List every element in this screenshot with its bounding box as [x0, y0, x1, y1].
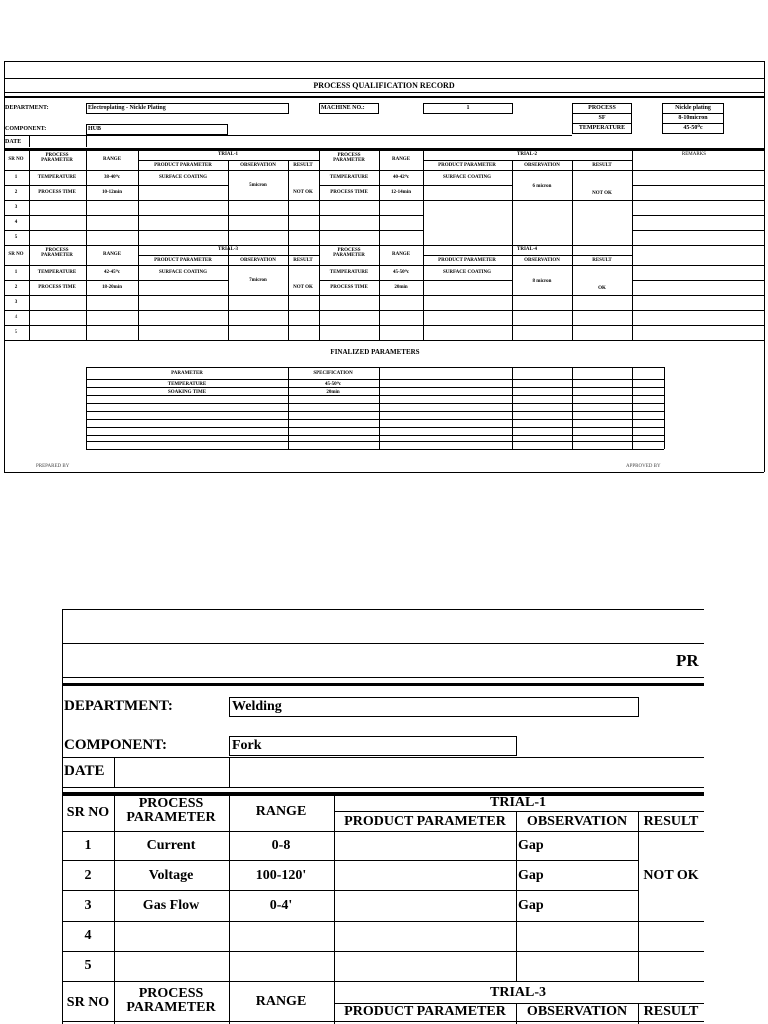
t2-observation: 6 micron	[532, 184, 552, 189]
process-label: PROCESS	[588, 105, 616, 111]
component-field-2[interactable]	[229, 736, 517, 756]
range-header-4: RANGE	[391, 252, 411, 257]
t3-row2-sr: 2	[14, 285, 18, 290]
prepared-by-label: PREPARED BY	[36, 464, 70, 469]
process-value: Nickle plating	[675, 105, 711, 111]
doc-title-partial: PR	[676, 651, 699, 670]
component-label-2: COMPONENT:	[64, 737, 168, 753]
t4-observation: 8 micron	[532, 279, 552, 284]
l-row2-range: 100-120'	[255, 868, 307, 883]
finalized-row2-parameter: SOAKING TIME	[167, 390, 207, 395]
sf-label: SF	[598, 115, 606, 121]
component-field[interactable]	[86, 124, 228, 135]
department-value-2: Welding	[232, 699, 282, 714]
t3-observation: 7micron	[249, 278, 267, 283]
l-row3-range: 0-4'	[269, 898, 293, 913]
result-header-3: RESULT	[293, 258, 313, 263]
sr-no-header-3: SR NO	[8, 252, 24, 257]
component-value-2: Fork	[232, 738, 262, 753]
t1-row1-product: SURFACE COATING	[158, 175, 208, 180]
department-label: DEPARTMENT:	[5, 105, 49, 111]
t3-row1-sr: 1	[14, 270, 18, 275]
process-header-l2-line1: PROCESS	[138, 986, 204, 1001]
t4-row1-range: 45-50⁰c	[392, 270, 410, 275]
result-header-4: RESULT	[592, 258, 612, 263]
finalized-parameters-title: FINALIZED PARAMETERS	[330, 348, 420, 356]
range-header-3: RANGE	[102, 252, 122, 257]
finalized-row1-specification: 45-50⁰c	[324, 382, 342, 387]
observation-header-3: OBSERVATION	[240, 258, 276, 263]
product-parameter-header-4: PRODUCT PARAMETER	[438, 258, 496, 263]
observation-header-4: OBSERVATION	[524, 258, 560, 263]
l-row2-observation: Gap	[518, 868, 544, 883]
range-header-2: RANGE	[391, 157, 411, 162]
finalized-row2-specification: 20min	[326, 390, 340, 395]
observation-header-2: OBSERVATION	[524, 163, 560, 168]
t2-row2-param: PROCESS TIME	[330, 190, 368, 195]
finalized-specification-header: SPECIFICATION	[313, 371, 353, 376]
component-label: COMPONENT:	[5, 126, 47, 132]
process-header-l1-line2: PARAMETER	[126, 810, 216, 825]
date-label-2: DATE	[64, 763, 105, 779]
temperature-value: 45-50⁰c	[683, 125, 703, 131]
trial-2-label: TRIAL-2	[516, 152, 538, 157]
t2-row1-range: 40-42⁰c	[392, 175, 410, 180]
observation-header-l1: OBSERVATION	[526, 814, 628, 829]
t3-row1-range: 42-45⁰c	[103, 270, 121, 275]
l-row5-sr: 5	[84, 958, 92, 973]
finalized-parameter-header: PARAMETER	[171, 371, 203, 376]
t1-row1-param: TEMPERATURE	[37, 175, 77, 180]
process-parameter-header-4: PROCESS PARAMETER	[333, 248, 365, 258]
range-header-l2: RANGE	[255, 994, 307, 1009]
machine-label: MACHINE NO.:	[321, 105, 365, 111]
t1-observation: 5micron	[249, 183, 267, 188]
l-row4-sr: 4	[84, 928, 92, 943]
l-row1-range: 0-8	[271, 838, 291, 853]
sr-no-header: SR NO	[8, 157, 24, 162]
l-row1-param: Current	[146, 838, 196, 853]
t3-result: NOT OK	[293, 285, 313, 290]
t1-row2-param: PROCESS TIME	[38, 190, 76, 195]
t1-row2-range: 10-12min	[102, 190, 122, 195]
sr-no-header-l1: SR NO	[66, 805, 110, 820]
component-value: HUB	[88, 126, 102, 132]
department-label-2: DEPARTMENT:	[64, 698, 173, 714]
l-row3-param: Gas Flow	[142, 898, 200, 913]
observation-header: OBSERVATION	[240, 163, 276, 168]
t1-row5-sr: 5	[14, 235, 18, 240]
t3-row1-product: SURFACE COATING	[158, 270, 208, 275]
t1-row1-range: 38-40⁰c	[103, 175, 121, 180]
t1-row3-sr: 3	[14, 205, 18, 210]
t4-result: OK	[598, 286, 606, 291]
t4-row1-param: TEMPERATURE	[329, 270, 369, 275]
t3-row5-sr: 5	[14, 330, 18, 335]
process-parameter-header-2: PROCESS PARAMETER	[333, 153, 365, 163]
process-parameter-header-3: PROCESS PARAMETER	[41, 248, 73, 258]
l-row3-sr: 3	[84, 898, 92, 913]
result-header-l1: RESULT	[643, 814, 699, 829]
product-parameter-header: PRODUCT PARAMETER	[154, 163, 212, 168]
trial-1-label: TRIAL-1	[217, 152, 239, 157]
l-row1-sr: 1	[84, 838, 92, 853]
l-result: NOT OK	[643, 868, 699, 883]
t4-row2-param: PROCESS TIME	[330, 285, 368, 290]
t1-row4-sr: 4	[14, 220, 18, 225]
t1-row2-sr: 2	[14, 190, 18, 195]
range-header: RANGE	[102, 157, 122, 162]
product-parameter-header-3: PRODUCT PARAMETER	[154, 258, 212, 263]
finalized-row1-parameter: TEMPERATURE	[167, 382, 207, 387]
machine-value: 1	[466, 105, 470, 111]
observation-header-l2: OBSERVATION	[526, 1004, 628, 1019]
t2-result: NOT OK	[592, 191, 612, 196]
process-parameter-header: PROCESS PARAMETER	[41, 153, 73, 163]
remarks-header: REMARKS	[681, 152, 707, 157]
t2-row2-range: 12-14min	[391, 190, 411, 195]
temperature-label: TEMPERATURE	[578, 125, 626, 131]
trial-3-label: TRIAL-3	[217, 247, 239, 252]
t3-row3-sr: 3	[14, 300, 18, 305]
trial-1-label-l: TRIAL-1	[489, 795, 547, 810]
result-header: RESULT	[293, 163, 313, 168]
t3-row2-param: PROCESS TIME	[38, 285, 76, 290]
trial-4-label: TRIAL-4	[516, 247, 538, 252]
product-parameter-header-l1: PRODUCT PARAMETER	[344, 814, 506, 829]
department-value: Electroplating - Nickle Plating	[88, 105, 166, 111]
t4-row1-product: SURFACE COATING	[442, 270, 492, 275]
product-parameter-header-l2: PRODUCT PARAMETER	[344, 1004, 506, 1019]
t2-row1-product: SURFACE COATING	[442, 175, 492, 180]
t2-row1-param: TEMPERATURE	[329, 175, 369, 180]
trial-3-label-l: TRIAL-3	[489, 985, 547, 1000]
department-field-2[interactable]	[229, 697, 639, 717]
t3-row4-sr: 4	[14, 315, 18, 320]
l-row2-param: Voltage	[148, 868, 194, 883]
range-header-l1: RANGE	[255, 804, 307, 819]
sr-no-header-l2: SR NO	[66, 995, 110, 1010]
approved-by-label: APPROVED BY	[626, 464, 661, 469]
doc-title: PROCESS QUALIFICATION RECORD	[313, 81, 455, 90]
t3-row1-param: TEMPERATURE	[37, 270, 77, 275]
l-row2-sr: 2	[84, 868, 92, 883]
t4-row2-range: 20min	[394, 285, 408, 290]
l-row3-observation: Gap	[518, 898, 544, 913]
l-row1-observation: Gap	[518, 838, 544, 853]
product-parameter-header-2: PRODUCT PARAMETER	[438, 163, 496, 168]
t1-row1-sr: 1	[14, 175, 18, 180]
t3-row2-range: 18-20min	[102, 285, 122, 290]
sf-value: 8-10micron	[678, 115, 708, 121]
result-header-2: RESULT	[592, 163, 612, 168]
process-header-l2-line2: PARAMETER	[126, 1000, 216, 1015]
process-header-l1-line1: PROCESS	[138, 796, 204, 811]
t1-result: NOT OK	[293, 190, 313, 195]
result-header-l2: RESULT	[643, 1004, 699, 1019]
date-label: DATE	[5, 139, 22, 145]
